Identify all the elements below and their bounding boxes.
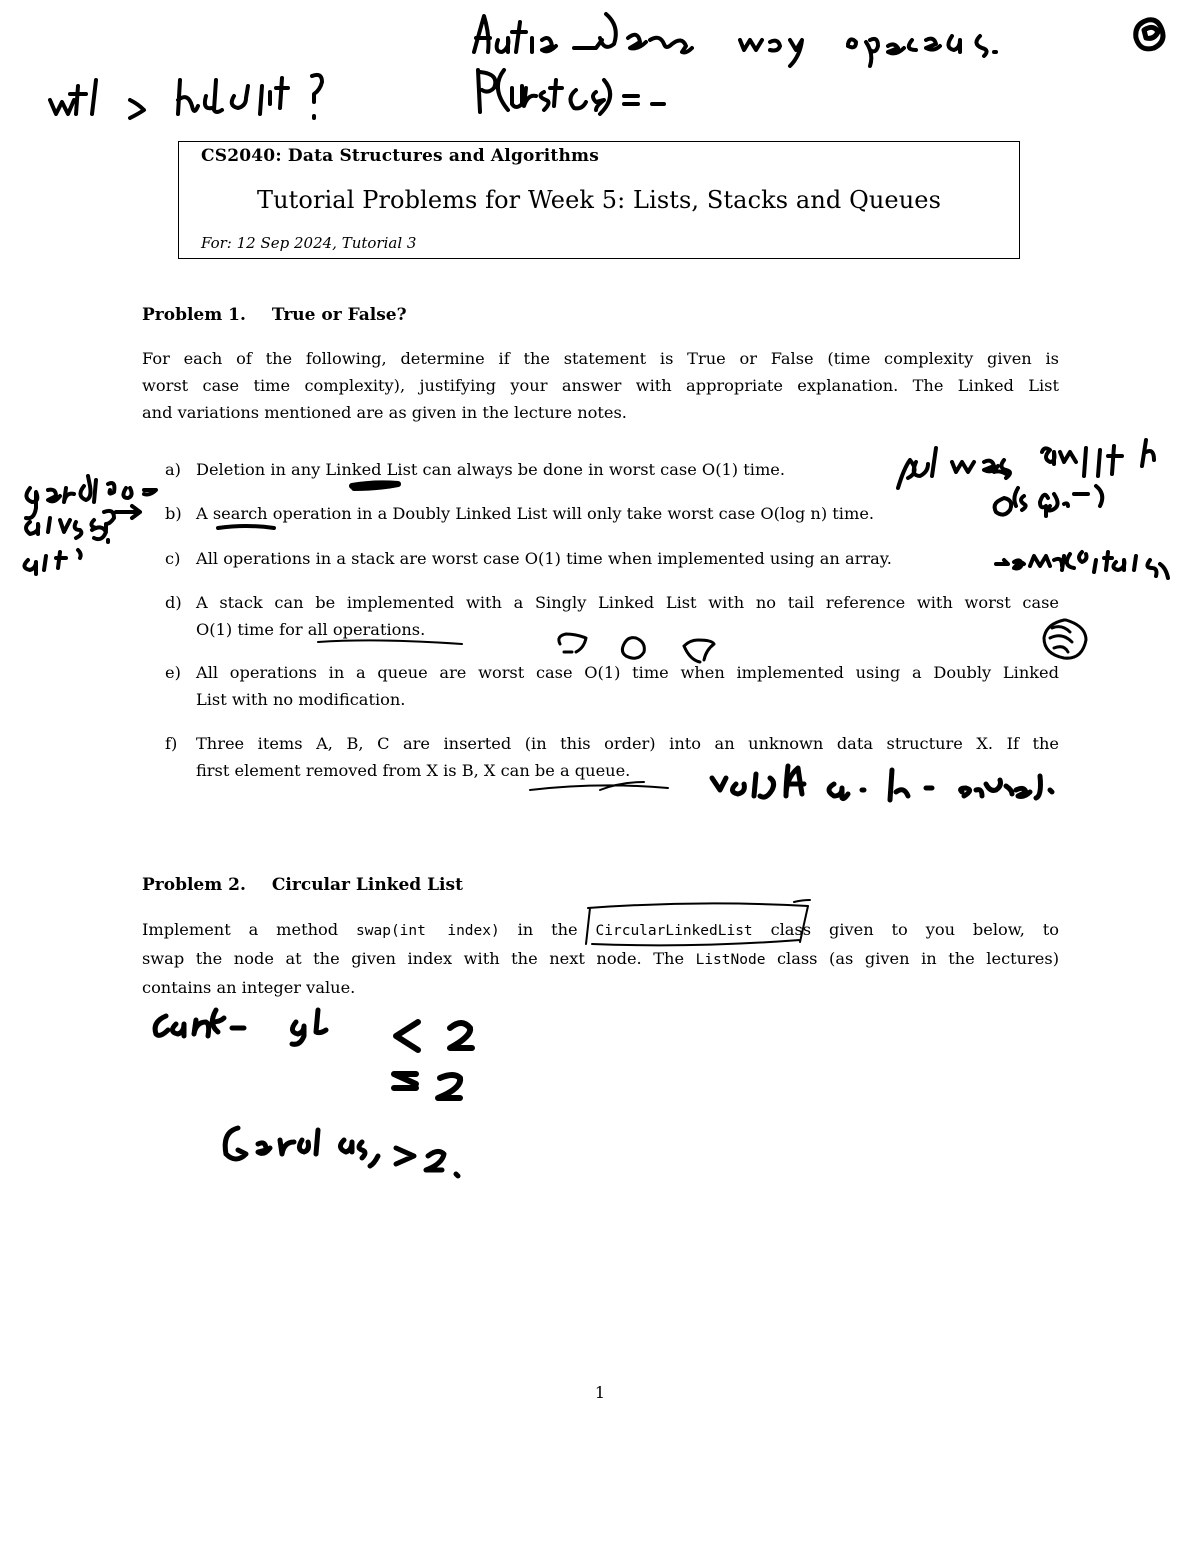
scribble-top-center-1 xyxy=(474,14,996,66)
scribble-general-case xyxy=(225,1128,458,1176)
item-text: Deletion in any Linked List can always be done in worst case O(1) time. xyxy=(196,460,786,479)
code-swap: swap(int index) xyxy=(356,923,500,939)
description-line: swap the node at the given index with the next node. The ListNode class (as given in the lectures) xyxy=(142,949,1060,968)
intro-line: and variations mentioned are as given in the lecture notes. xyxy=(142,403,627,422)
item-label: e) xyxy=(165,663,181,682)
item-text: A search operation in a Doubly Linked List will only take worst case O(log n) time. xyxy=(196,504,875,523)
header-box xyxy=(178,141,1020,259)
scribble-lt2-a xyxy=(396,1022,472,1050)
scribble-top-right xyxy=(1136,20,1163,49)
item-text: first element removed from X is B, X can be a queue. xyxy=(196,761,631,780)
intro-line: worst case time complexity), justifying your answer with appropriate explanation. The Linked List xyxy=(142,376,1059,395)
problem-1-number: Problem 1. xyxy=(142,305,246,325)
problem-2-name: Circular Linked List xyxy=(271,875,463,895)
problem-1-intro xyxy=(142,345,1059,426)
scribble-top-left xyxy=(50,75,322,118)
item-text: All operations in a stack are worst case O(1) time when implemented using an array. xyxy=(196,549,892,568)
code-circular-linked-list: CircularLinkedList xyxy=(595,923,753,939)
problem-2-description xyxy=(142,916,1059,1001)
scribble-top-center-2 xyxy=(478,70,664,114)
item-label: a) xyxy=(165,460,181,479)
item-text: Three items A, B, C are inserted (in this order) into an unknown data structure X. If the xyxy=(196,734,1059,753)
code-list-node: ListNode xyxy=(695,952,766,968)
problem-2-heading xyxy=(142,875,463,895)
item-text: List with no modification. xyxy=(196,690,406,709)
problem-1-name: True or False? xyxy=(271,305,407,325)
tutorial-title: Tutorial Problems for Week 5: Lists, Stacks and Queues xyxy=(257,186,941,214)
description-line: contains an integer value. xyxy=(142,978,356,997)
course-title: CS2040: Data Structures and Algorithms xyxy=(201,146,599,166)
item-label: b) xyxy=(165,504,182,523)
intro-line: For each of the following, determine if the statement is True or False (time complexity given is xyxy=(142,349,1059,368)
item-text: A stack can be implemented with a Singly Linked List with no tail reference with worst case xyxy=(196,593,1059,612)
scribble-left-margin xyxy=(24,476,156,574)
description-line: Implement a method swap(int index) in the CircularLinkedList class given to you below, to xyxy=(142,920,1059,939)
page-number: 1 xyxy=(594,1383,606,1402)
tutorial-date: For: 12 Sep 2024, Tutorial 3 xyxy=(201,234,417,252)
item-text: All operations in a queue are worst case O(1) time when implemented using a Doubly Linked xyxy=(196,663,1059,682)
item-label: f) xyxy=(165,734,178,753)
scribble-case-1 xyxy=(155,1010,326,1044)
scribble-lt2-b xyxy=(394,1074,460,1098)
item-label: d) xyxy=(165,593,182,612)
item-text: O(1) time for all operations. xyxy=(196,620,426,639)
underline-linked xyxy=(352,483,398,488)
item-label: c) xyxy=(165,549,181,568)
problem-1-heading xyxy=(142,305,407,325)
problem-2-number: Problem 2. xyxy=(142,875,246,895)
